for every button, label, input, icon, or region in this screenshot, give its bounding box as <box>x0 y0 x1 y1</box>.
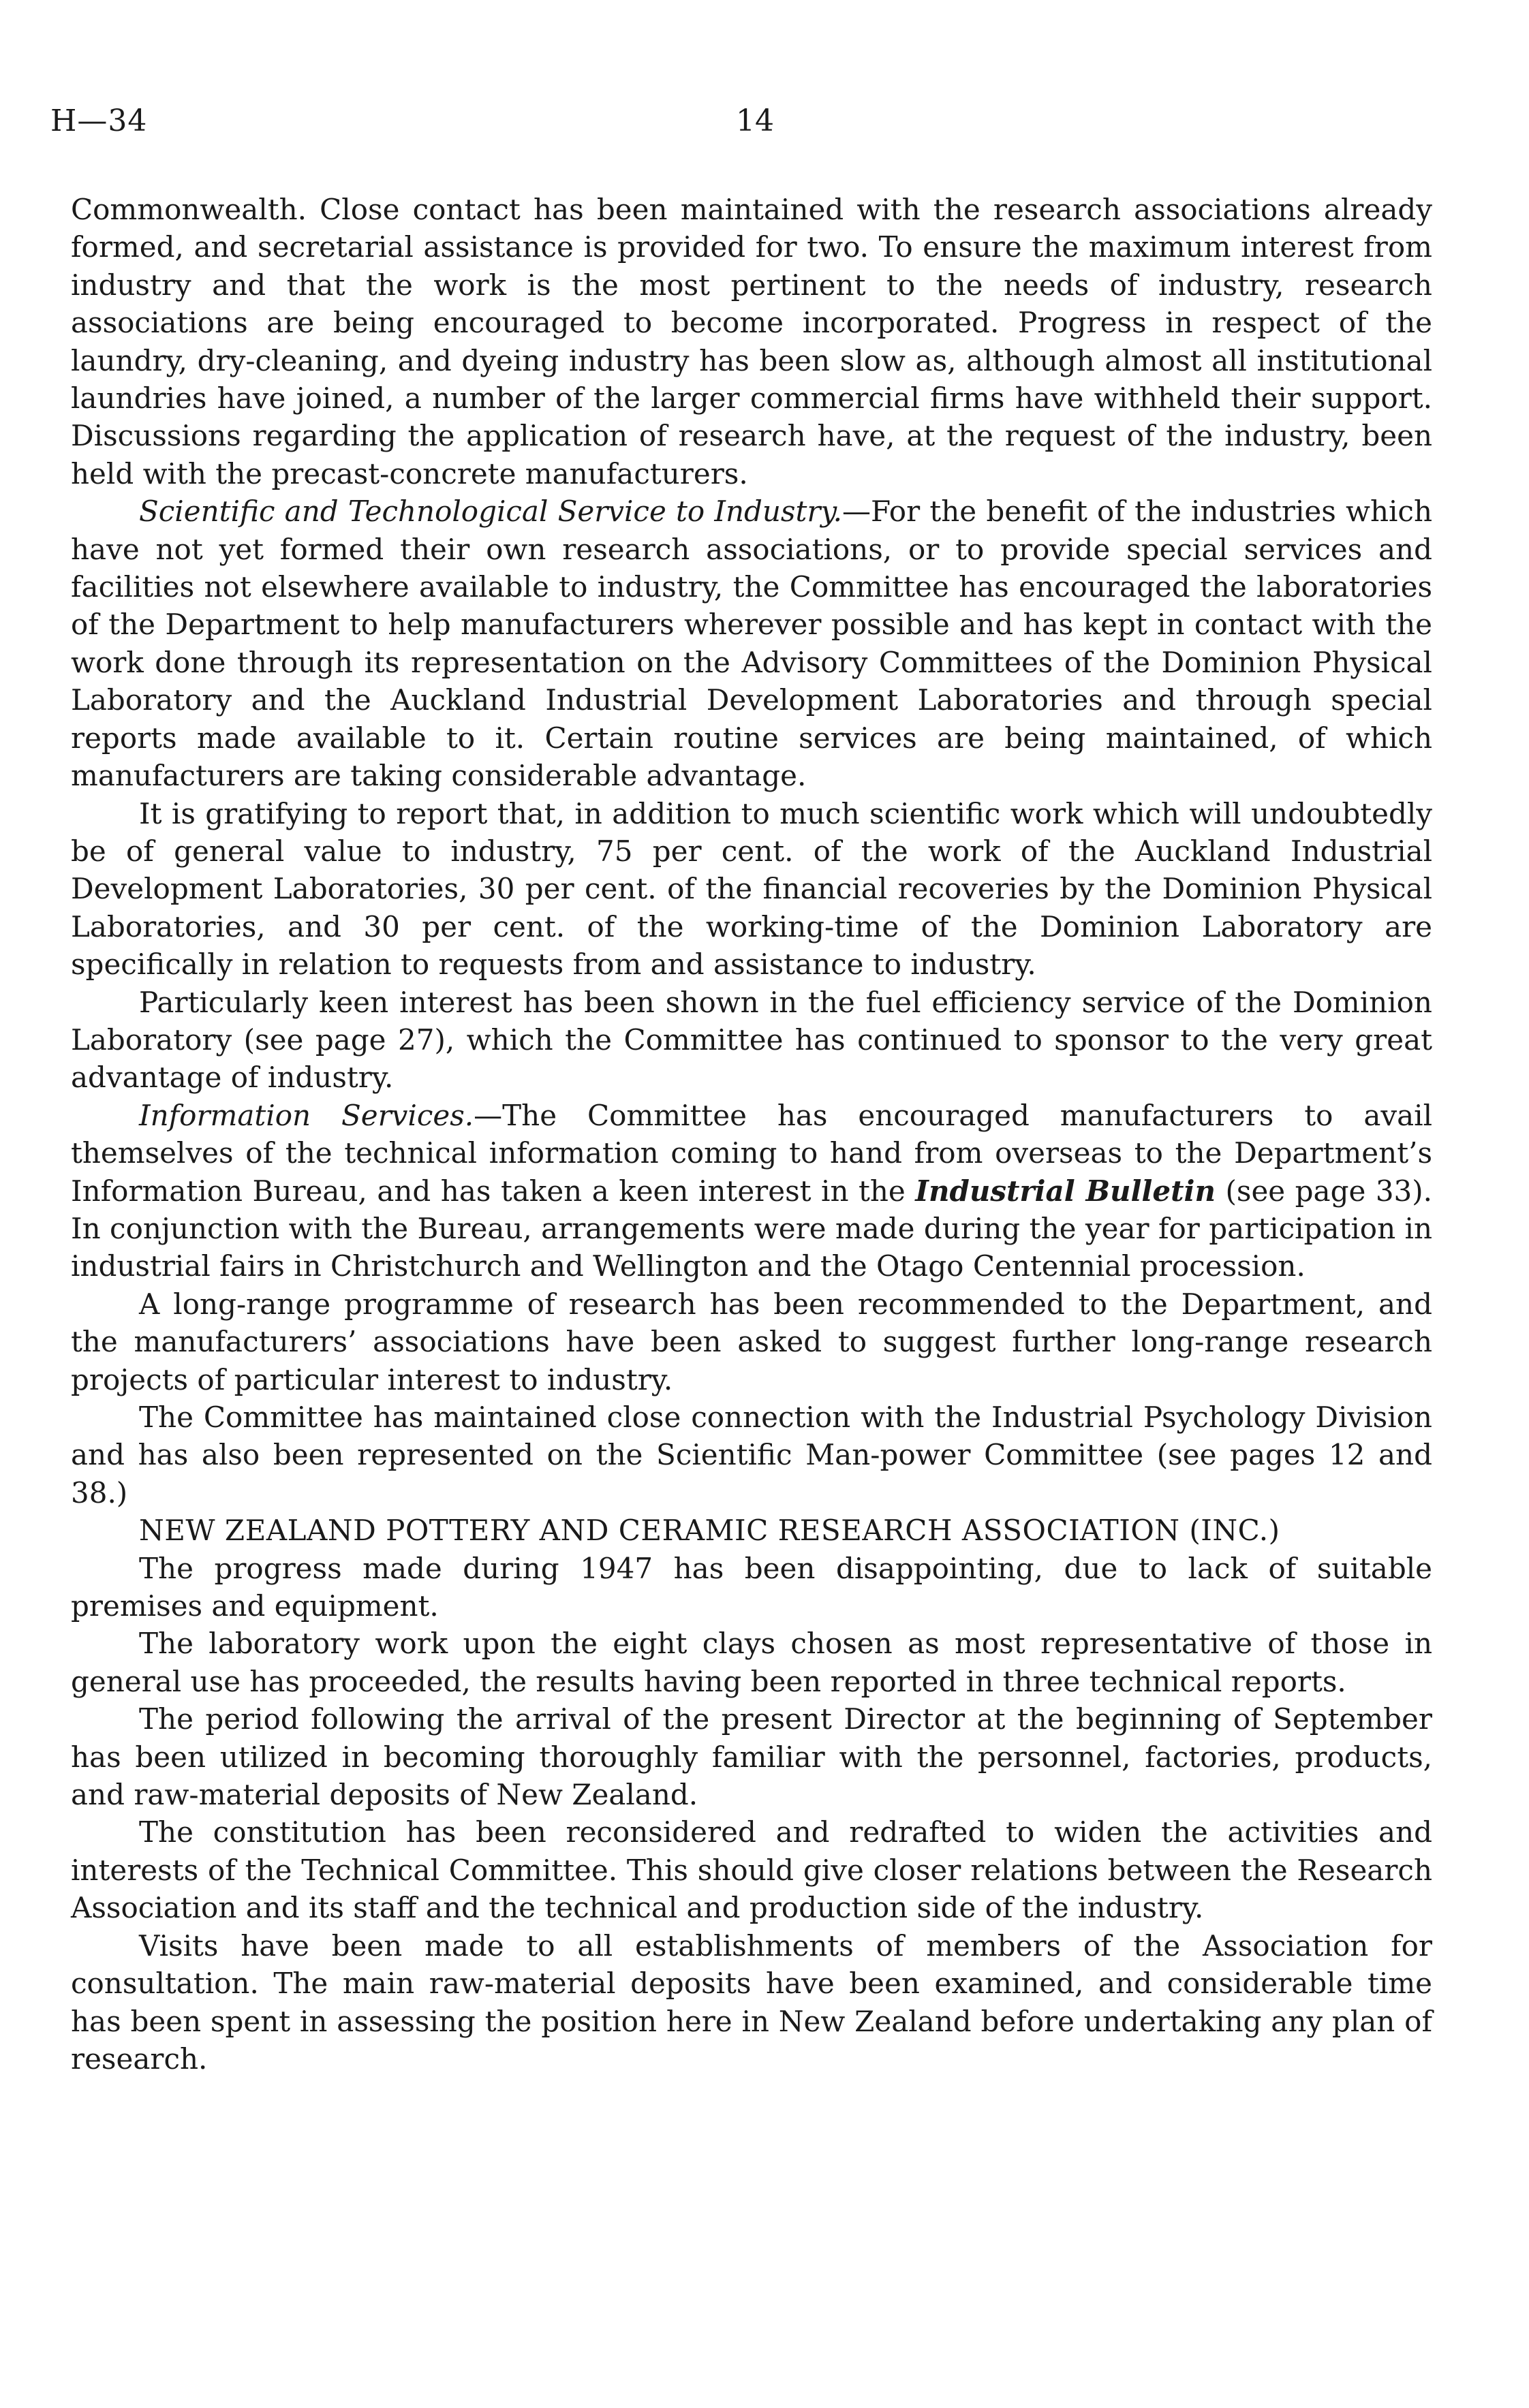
paragraph-scientific-service-body: —For the benefit of the industries which have not yet formed their own research associations, or to provide special services and facilities not elsewhere available to industry, the Committee has encouraged the laboratories of the Department to help manufacturers wherever possible and has kept in contact with the work done through its representation on the Advisory Committees of the Dominion Physical Laboratory and the Auckland Industrial Development Laboratories and through special reports made available to it. Certain routine services are being maintained, of which manufacturers are taking considerable advantage. <box>71 495 1433 793</box>
paragraph-visits: Visits have been made to all establishments of members of the Association for consultation. The main raw-material deposits have been examined, and considerable time has been spent in assessing the position here in New Zealand before undertaking any plan of research. <box>71 1928 1432 2076</box>
paragraph-constitution: The constitution has been reconsidered and redrafted to widen the activities and interests of the Technical Committee. This should give closer relations between the Research Association and its staff and the technical and production side of the industry. <box>71 1815 1432 1925</box>
paragraph-gratifying: It is gratifying to report that, in addition to much scientific work which will undoubtedly be of general value to industry, 75 per cent. of the work of the Auckland Industrial Development Laboratories, 30 per cent. of the financial recoveries by the Dominion Physical Laboratories, and 30 per cent. of the working-time of the Dominion Laboratory are specifically in relation to requests from and assistance to industry. <box>71 796 1432 982</box>
side-heading-scientific-service: Scientific and Technological Service to Industry. <box>139 495 842 529</box>
paragraph-long-range: A long-range programme of research has been recommended to the Department, and the manufacturers’ associations have been asked to suggest further long-range research projects of particular interest to industry. <box>71 1287 1432 1396</box>
paragraph-scientific-service <box>71 492 1432 794</box>
paragraph-information-services <box>71 1097 1432 1285</box>
paragraph-laboratory-work: The laboratory work upon the eight clays chosen as most representative of those in general use has proceeded, the results having been reported in three technical reports. <box>71 1627 1432 1698</box>
paragraph-commonwealth: Commonwealth. Close contact has been maintained with the research associations already formed, and secretarial assistance is provided for two. To ensure the maximum interest from industry and that the work is the most pertinent to the needs of industry, research associations are being encouraged to become incorporated. Progress in respect of the laundry, dry-cleaning, and dyeing industry has been slow as, although almost all institutional laundries have joined, a number of the larger commercial firms have withheld their support. Discussions regarding the application of research have, at the request of the industry, been held with the precast-concrete manufacturers. <box>71 193 1432 490</box>
industrial-bulletin-title: Industrial Bulletin <box>915 1174 1216 1208</box>
page-number: 14 <box>736 104 774 138</box>
series-number: H—34 <box>50 104 148 138</box>
paragraph-information-body-2: (see page 33). In conjunction with the Bureau, arrangements were made during the year for participation in industrial fairs in Christchurch and Wellington and the Otago Centennial procession. <box>71 1174 1432 1283</box>
paragraph-information-body-1: —The Committee has encouraged manufacturers to avail themselves of the technical information coming to hand from overseas to the Department’s Information Bureau, and has taken a keen interest in the <box>71 1098 1432 1208</box>
paragraph-director-period: The period following the arrival of the present Director at the beginning of September has been utilized in becoming thoroughly familiar with the personnel, factories, products, and raw-material deposits of New Zealand. <box>71 1702 1432 1812</box>
body-text <box>71 191 1432 2078</box>
paragraph-psychology: The Committee has maintained close connection with the Industrial Psychology Division and has also been represented on the Scientific Man-power Committee (see pages 12 and 38.) <box>71 1401 1432 1510</box>
paragraph-progress: The progress made during 1947 has been disappointing, due to lack of suitable premises and equipment. <box>71 1551 1432 1623</box>
section-title-pottery: NEW ZEALAND POTTERY AND CERAMIC RESEARCH ASSOCIATION (INC.) <box>139 1514 1280 1548</box>
paragraph-fuel-efficiency: Particularly keen interest has been shown in the fuel efficiency service of the Dominion Laboratory (see page 27), which the Committee has continued to sponsor to the very great advantage of industry. <box>71 985 1432 1095</box>
side-heading-information-services: Information Services. <box>139 1098 474 1132</box>
